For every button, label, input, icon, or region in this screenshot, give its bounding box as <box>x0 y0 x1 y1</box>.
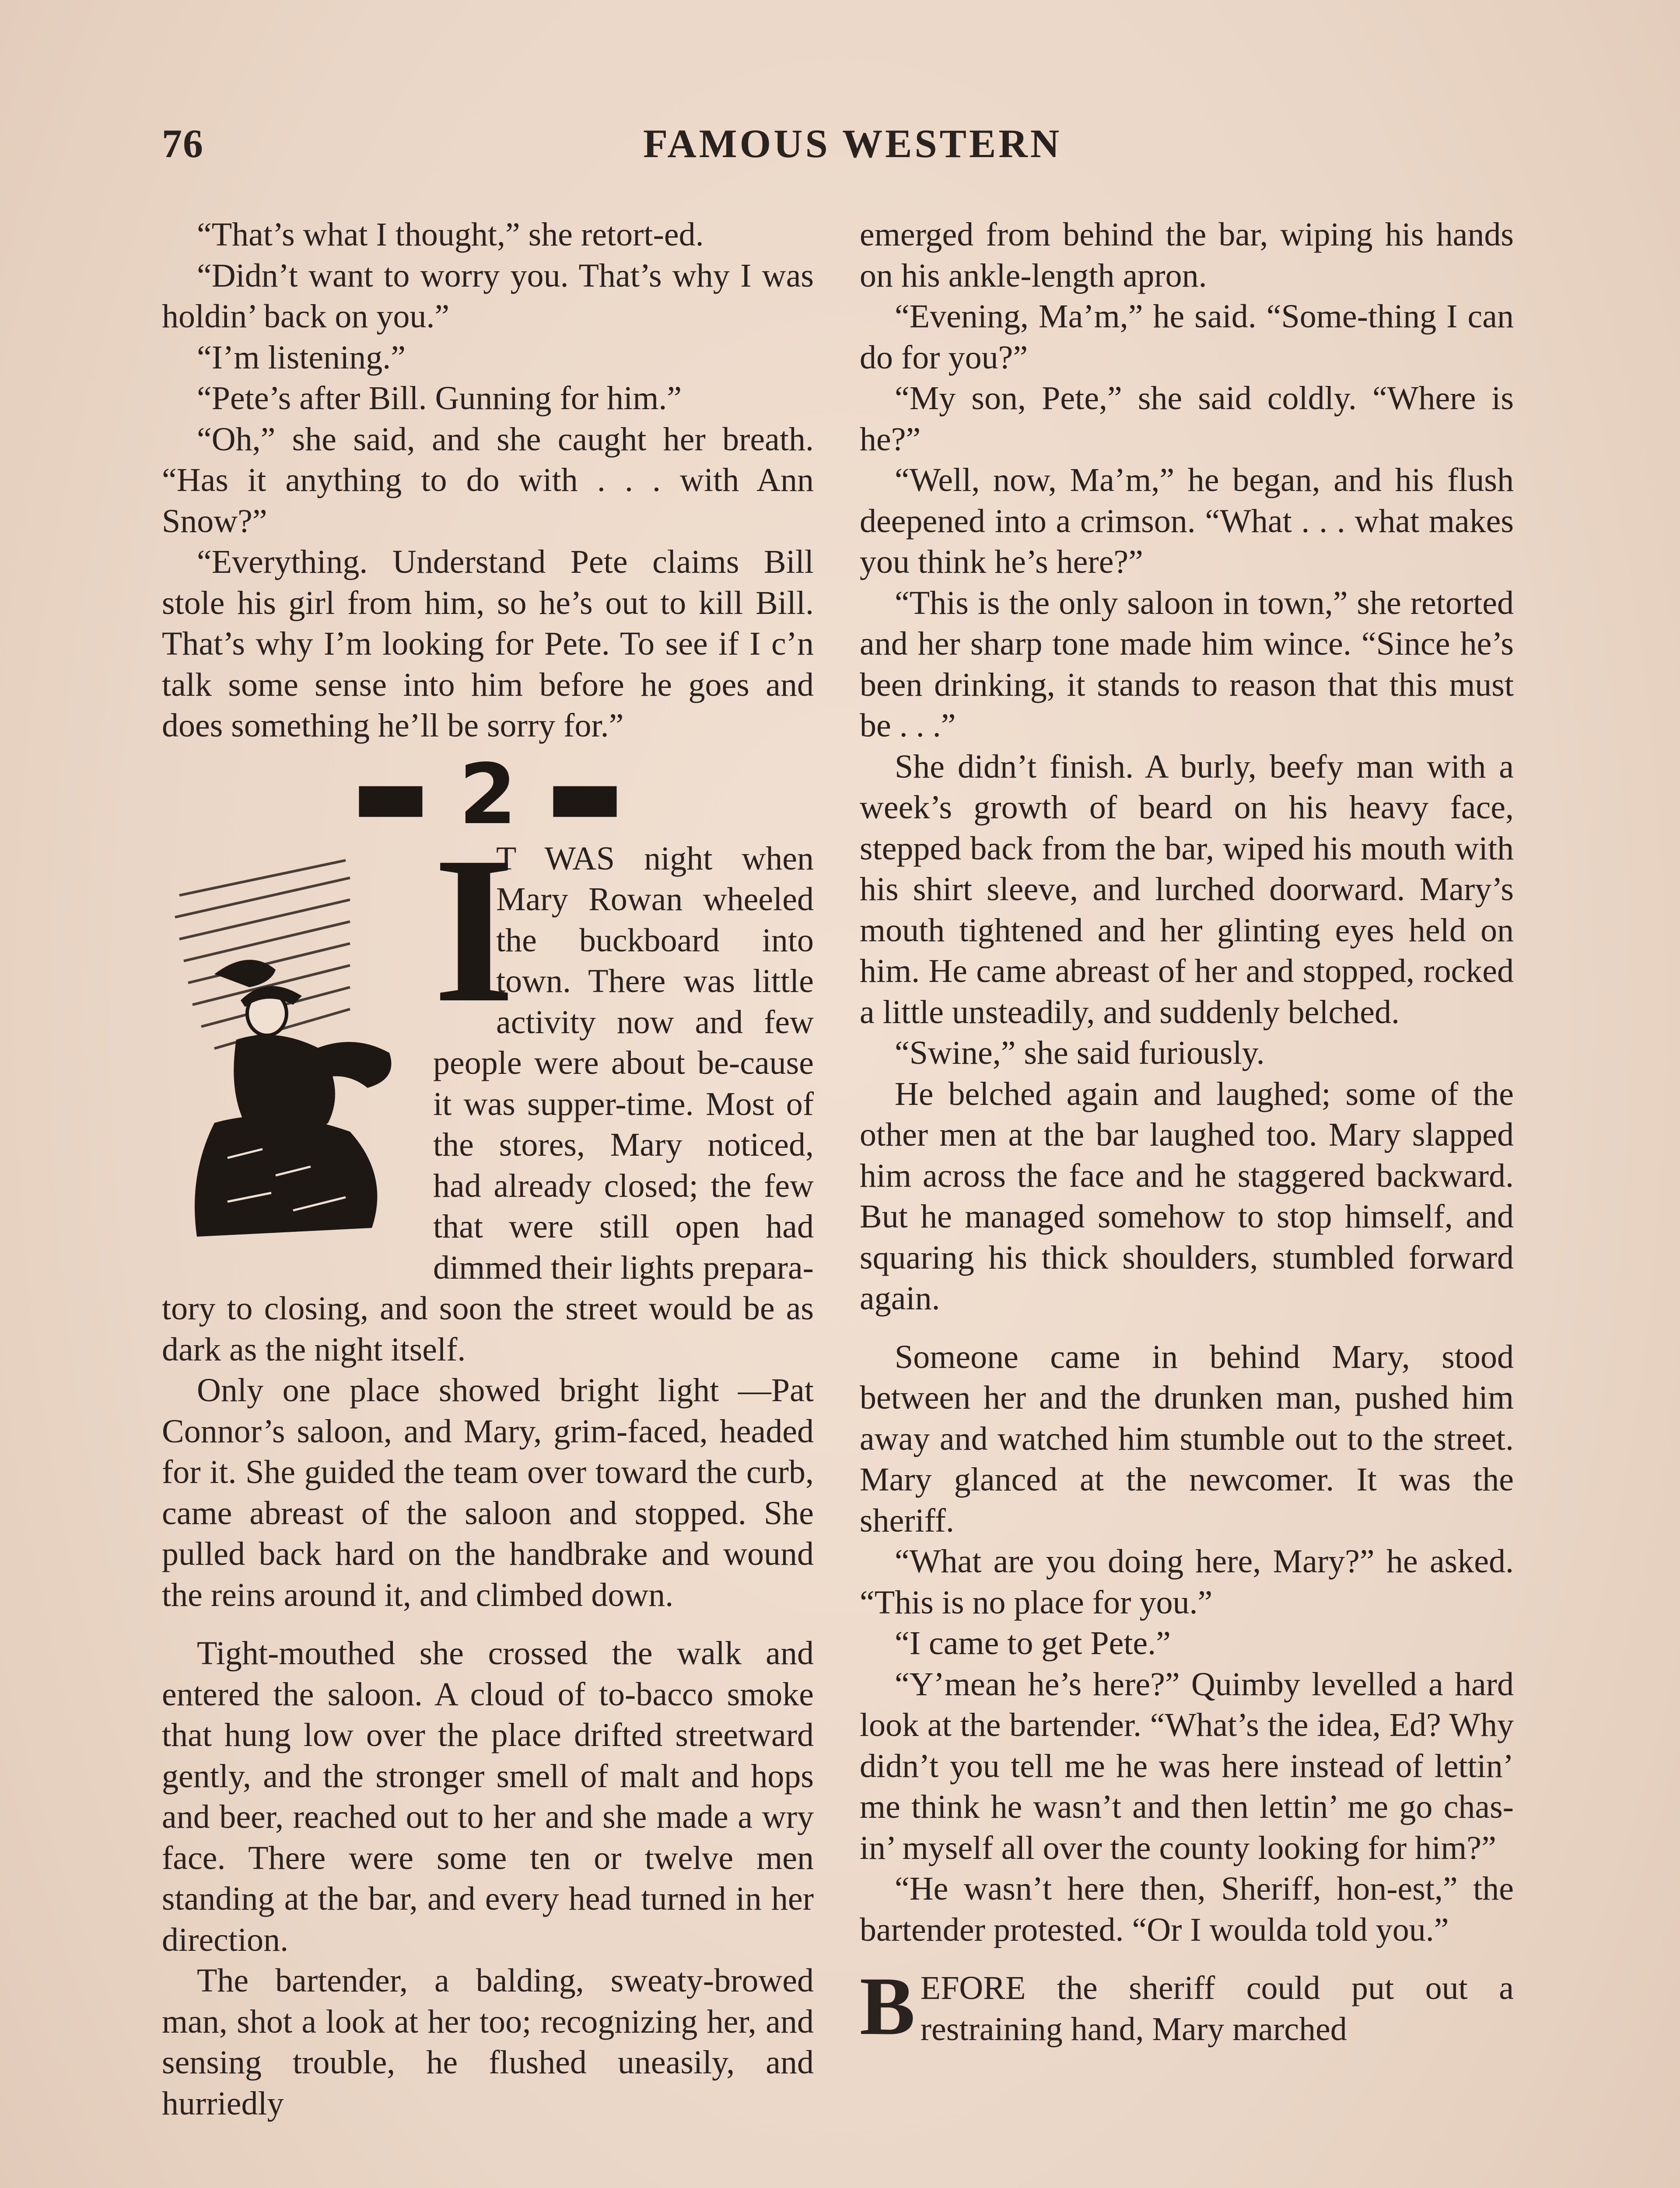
paragraph: “Pete’s after Bill. Gunning for him.” <box>197 380 682 417</box>
paragraph: “I came to get Pete.” <box>895 1625 1171 1662</box>
paragraph: “What are you doing here, Mary?” he asked. “This is no place for you.” <box>860 1543 1514 1621</box>
section-break-paragraph <box>860 1960 1514 2052</box>
paragraph: She didn’t finish. A burly, beefy man with a week’s growth of beard on his heavy face, stepped back from the bar, wiped his mouth with his shirt sleeve, and lurched doorward. Mary’s mouth tightened and her glinting eyes held on him. He came abreast of her and stopped, rocked a little unsteadily, and suddenly belched. <box>860 748 1514 1031</box>
cowboy-on-horse-illustration <box>162 843 424 1254</box>
drop-cap <box>433 813 515 1046</box>
paragraph: “He wasn’t here then, Sheriff, hon-est,” the bartender protested. “Or I woulda told you.” <box>860 1870 1514 1948</box>
right-column <box>860 214 1514 2050</box>
paragraph: “Y’mean he’s here?” Quimby levelled a hard look at the bartender. “What’s the idea, Ed? Why didn’t you tell me he was here instead of lettin’ me think he wasn’t and then lettin’ me go chas-in’ myself all over the county looking for him?” <box>860 1666 1514 1866</box>
page-header <box>162 120 1518 173</box>
chapter-number-text: 2 <box>458 746 517 843</box>
chapter-dash-left-icon: ▬ <box>351 746 430 843</box>
paragraph: “This is the only saloon in town,” she retorted and her sharp tone made him wince. “Since he’s been drinking, it stands to reason that this must be . . .” <box>860 584 1514 744</box>
paragraph: He belched again and laughed; some of the other men at the bar laughed too. Mary slapped him across the face and he staggered backward. But he managed somehow to stop himself, and squaring his thick shoulders, stumbled forward again. <box>860 1075 1514 1317</box>
paragraph: “That’s what I thought,” she retort-ed. <box>197 216 704 253</box>
chapter-opening-paragraph: T WAS night when Mary Rowan wheeled the buckboard into town. There was little activity now and few people were about be-cause it was supper-time. Most of the stores, Mary noticed, had already closed; the few that were still open had dimmed their lights prepara-tory to closing, and soon the street would be as dark as the night itself. <box>162 840 814 1368</box>
paragraph: “Oh,” she said, and she caught her breath. “Has it anything to do with . . . with Ann Snow?” <box>162 421 814 540</box>
paragraph: Someone came in behind Mary, stood between her and the drunken man, pushed him away and watched him stumble out to the street. Mary glanced at the newcomer. It was the sheriff. <box>860 1338 1514 1539</box>
page-number: 76 <box>162 121 204 166</box>
drop-cap-letter: I <box>433 813 515 1046</box>
paragraph: “I’m listening.” <box>197 339 406 376</box>
paragraph: “My son, Pete,” she said coldly. “Where is he?” <box>860 380 1514 458</box>
illustration-svg <box>162 843 424 1254</box>
paragraph: emerged from behind the bar, wiping his hands on his ankle-length apron. <box>860 216 1514 294</box>
paragraph: “Didn’t want to worry you. That’s why I was holdin’ back on you.” <box>162 257 814 335</box>
left-column <box>162 214 814 2124</box>
paragraph: “Evening, Ma’m,” he said. “Some-thing I can do for you?” <box>860 298 1514 376</box>
paragraph: “Everything. Understand Pete claims Bill stole his girl from him, so he’s out to kill Bill. That’s why I’m looking for Pete. To see if I c’n talk some sense into him before he goes and does something he’ll be sorry for.” <box>162 543 814 744</box>
paragraph: “Well, now, Ma’m,” he began, and his flush deepened into a crimson. “What . . . what makes you think he’s here?” <box>860 462 1514 580</box>
chapter-dash-right-icon: ▬ <box>546 746 624 843</box>
paragraph: Tight-mouthed she crossed the walk and entered the saloon. A cloud of to-bacco smoke that hung low over the place drifted streetward gently, and the stronger smell of malt and hops and beer, reached out to her and she made a wry face. There were some ten or twelve men standing at the bar, and every head turned in her direction. <box>162 1635 814 1958</box>
paragraph: The bartender, a balding, sweaty-browed man, shot a look at her too; recognizing her, and sensing trouble, he flushed uneasily, and hurriedly <box>162 1962 814 2122</box>
section-drop-cap: B <box>860 1960 915 2052</box>
magazine-title: FAMOUS WESTERN <box>643 121 1062 166</box>
paragraph: Only one place showed bright light —Pat Connor’s saloon, and Mary, grim-faced, headed for it. She guided the team over toward the curb, came abreast of the saloon and stopped. She pulled back hard on the handbrake and wound the reins around it, and climbed down. <box>162 1372 814 1613</box>
section-break-text: EFORE the sheriff could put out a restraining hand, Mary marched <box>920 1970 1514 2048</box>
paragraph: “Swine,” she said furiously. <box>895 1034 1265 1071</box>
